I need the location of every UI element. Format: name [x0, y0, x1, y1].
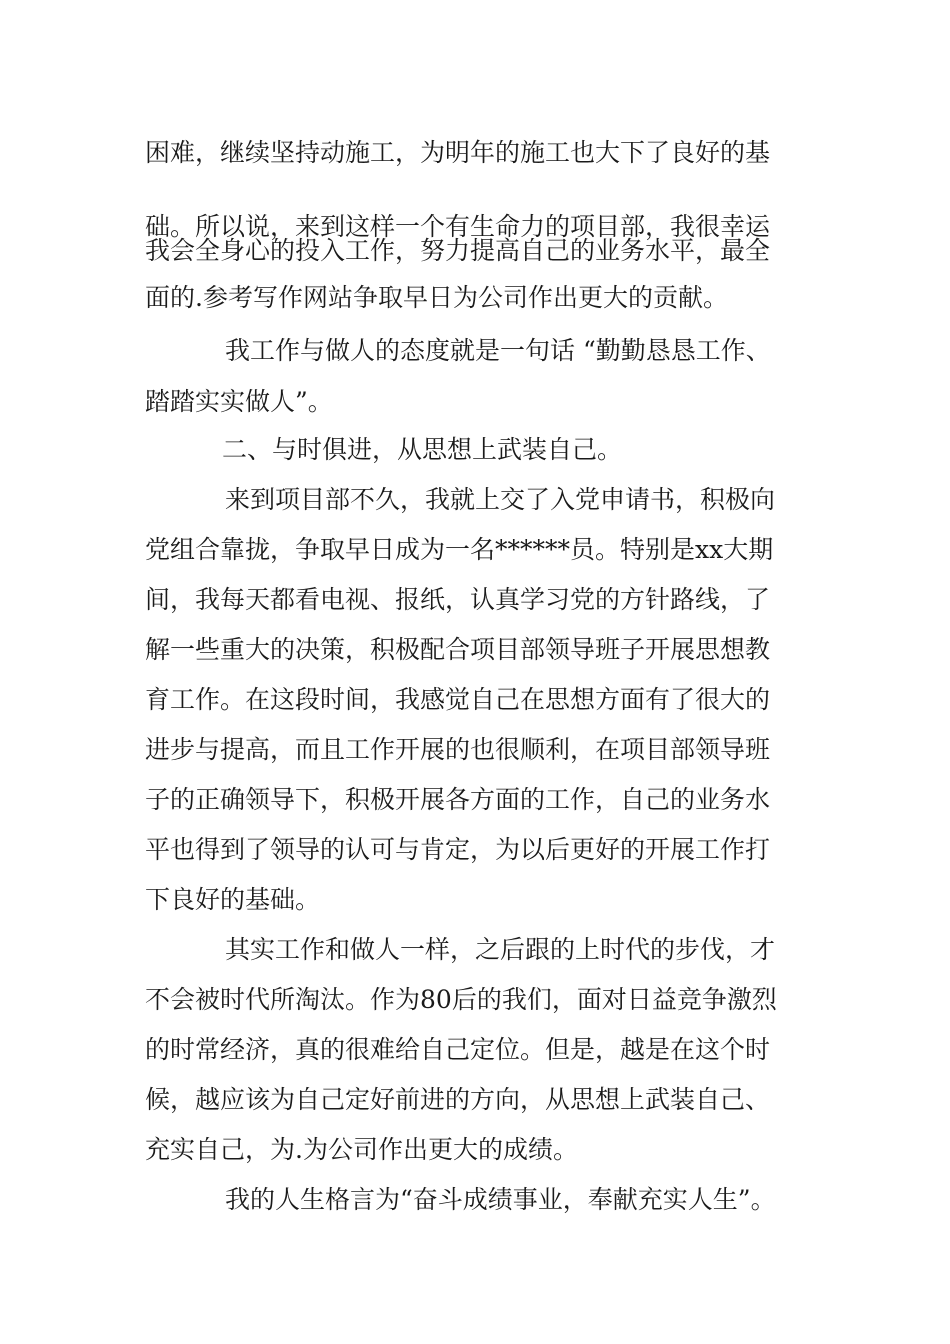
text-line: 困难，继续坚持动施工，为明年的施工也大下了良好的基: [145, 138, 771, 167]
text-line: 我的人生格言为“奋斗成绩事业，奉献充实人生”。: [225, 1185, 776, 1214]
text-line: 面的.参考写作网站争取早日为公司作出更大的贡献。: [145, 283, 728, 312]
text-line: 候，越应该为自己定好前进的方向，从思想上武装自己、: [145, 1085, 771, 1114]
text-line: 踏踏实实做人”。: [145, 387, 333, 416]
text-line: 我工作与做人的态度就是一句话 “勤勤恳恳工作、: [225, 336, 771, 365]
text-line: 子的正确领导下，积极开展各方面的工作，自己的业务水: [145, 785, 771, 814]
text-line: 进步与提高，而且工作开展的也很顺利，在项目部领导班: [145, 735, 771, 764]
text-line: 充实自己，为.为公司作出更大的成绩。: [145, 1135, 578, 1164]
text-line: 础。所以说，来到这样一个有生命力的项目部，我很幸运: [145, 212, 771, 241]
section-heading: 二、与时俱进，从思想上武装自己。: [222, 435, 623, 464]
text-line: 下良好的基础。: [145, 885, 321, 914]
text-line: 不会被时代所淘汰。作为80后的我们，面对日益竞争激烈: [145, 985, 777, 1014]
text-line: 来到项目部不久，我就上交了入党申请书，积极向: [225, 485, 776, 514]
text-line: 解一些重大的决策，积极配合项目部领导班子开展思想教: [145, 635, 771, 664]
text-line: 育工作。在这段时间，我感觉自己在思想方面有了很大的: [145, 685, 771, 714]
text-line: 党组合靠拢，争取早日成为一名******员。特别是xx大期: [145, 535, 774, 564]
text-line: 间，我每天都看电视、报纸，认真学习党的方针路线，了: [145, 585, 771, 614]
text-line: 我会全身心的投入工作，努力提高自己的业务水平，最全: [145, 236, 771, 265]
text-line: 平也得到了领导的认可与肯定，为以后更好的开展工作打: [145, 835, 771, 864]
text-line: 其实工作和做人一样，之后跟的上时代的步伐，才: [225, 935, 776, 964]
text-line: 的时常经济，真的很难给自己定位。但是，越是在这个时: [145, 1035, 771, 1064]
